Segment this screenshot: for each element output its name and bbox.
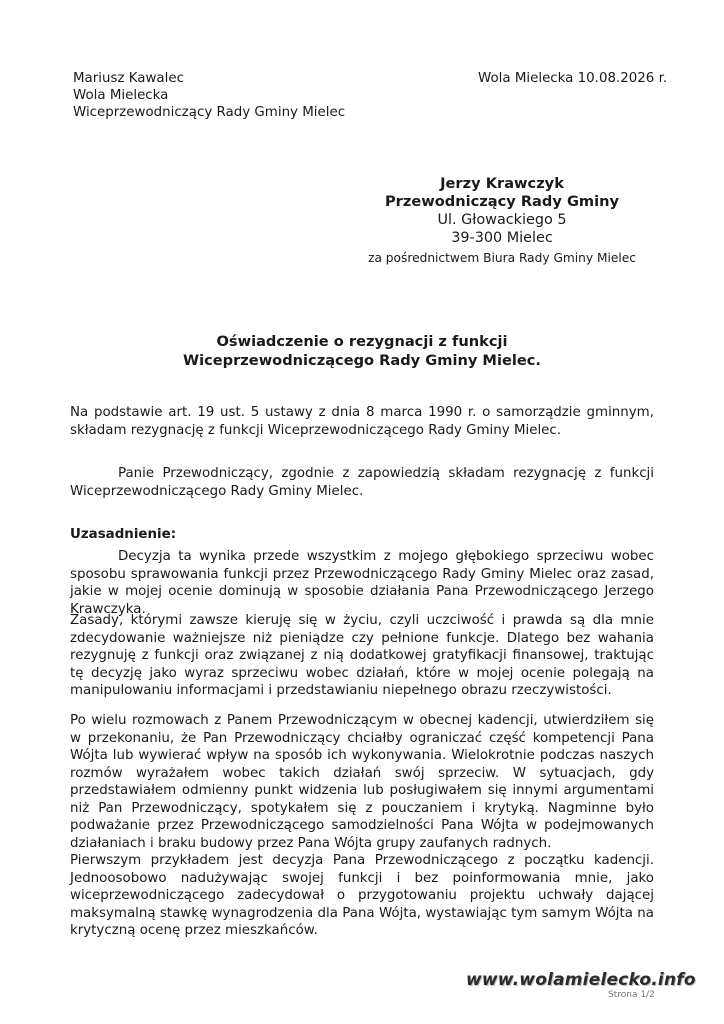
- document-title: [150, 332, 574, 370]
- document-title-line2: Wiceprzewodniczącego Rady Gminy Mielec.: [183, 352, 541, 369]
- sender-block: [73, 70, 345, 121]
- sender-position: Wiceprzewodniczący Rady Gminy Mielec: [73, 105, 346, 120]
- recipient-city: 39-300 Mielec: [451, 230, 553, 246]
- recipient-name: Jerzy Krawczyk: [440, 175, 564, 192]
- paragraph-justification-1: Decyzja ta wynika przede wszystkim z mojego głębokiego sprzeciwu wobec sposobu sprawowania funkcji przez Przewodniczącego Rady Gminy Mielec oraz zasad, jakie w mojej ocenie dominują w sposobie działania Pana Przewodniczącego Jerzego Krawczyka.: [70, 549, 654, 617]
- site-watermark: www.wolamielecko.info: [466, 970, 696, 990]
- paragraph-justification-4: Pierwszym przykładem jest decyzja Pana Przewodniczącego z początku kadencji. Jednoosobowo nadużywając swojej funkcji i bez poinformowania mnie, jako wiceprzewodniczącego zadecydował o przygotowaniu projektu uchwały dającej maksymalną stawkę wynagrodzenia dla Pana Wójta, wystawiając tym samym Wójta na krytyczną ocenę przez mieszkańców.: [70, 853, 654, 938]
- paragraph-resignation: Panie Przewodniczący, zgodnie z zapowiedzią składam rezygnację z funkcji Wiceprzewodniczącego Rady Gminy Mielec.: [70, 466, 654, 499]
- paragraph-justification-2: Zasady, którymi zawsze kieruję się w życiu, czyli uczciwość i prawda są dla mnie zdecydowanie ważniejsze niż pieniądze czy pełnione funkcje. Dlatego bez wahania rezygnuję z funkcji oraz związanej z nią dodatkowej gratyfikacji finansowej, traktując tę decyzję jako wyraz sprzeciwu wobec działań, które w mojej ocenie polegają na manipulowaniu informacjami i przedstawianiu niepełnego obrazu rzeczywistości.: [70, 613, 654, 698]
- place-date: Wola Mielecka 10.08.2026 r.: [478, 71, 668, 86]
- sender-town: Wola Mielecka: [73, 88, 169, 103]
- recipient-street: Ul. Głowackiego 5: [437, 212, 567, 228]
- sender-name: Mariusz Kawalec: [73, 71, 184, 86]
- recipient-block: [330, 175, 674, 269]
- paragraph-legal-basis: Na podstawie art. 19 ust. 5 ustawy z dnia 8 marca 1990 r. o samorządzie gminnym, składam rezygnację z funkcji Wiceprzewodniczącego Rady Gminy Mielec.: [70, 405, 654, 438]
- recipient-title: Przewodniczący Rady Gminy: [384, 193, 620, 210]
- paragraph-justification-3: Po wielu rozmowach z Panem Przewodniczącym w obecnej kadencji, utwierdziłem się w przekonaniu, że Pan Przewodniczący chciałby ograniczać część kompetencji Pana Wójta lub wywierać wpływ na sposób ich wykonywania. Wielokrotnie podczas naszych rozmów wyrażałem wobec takich działań swój sprzeciw. W sytuacjach, gdy przedstawiałem odmienny punkt widzenia lub posługiwałem się innymi argumentami niż Pan Przewodniczący, spotykałem się z pouczaniem i krytyką. Nagminne było podważanie przez Przewodniczącego samodzielności Pana Wójta w podejmowanych działaniach i braku budowy przez Pana Wójta grupy zaufanych radnych.: [70, 713, 654, 851]
- recipient-via: za pośrednictwem Biura Rady Gminy Mielec: [368, 251, 636, 265]
- document-title-line1: Oświadczenie o rezygnacji z funkcji: [216, 333, 508, 350]
- justification-heading: Uzasadnienie:: [70, 527, 177, 542]
- page-number: Strona 1/2: [608, 990, 655, 1000]
